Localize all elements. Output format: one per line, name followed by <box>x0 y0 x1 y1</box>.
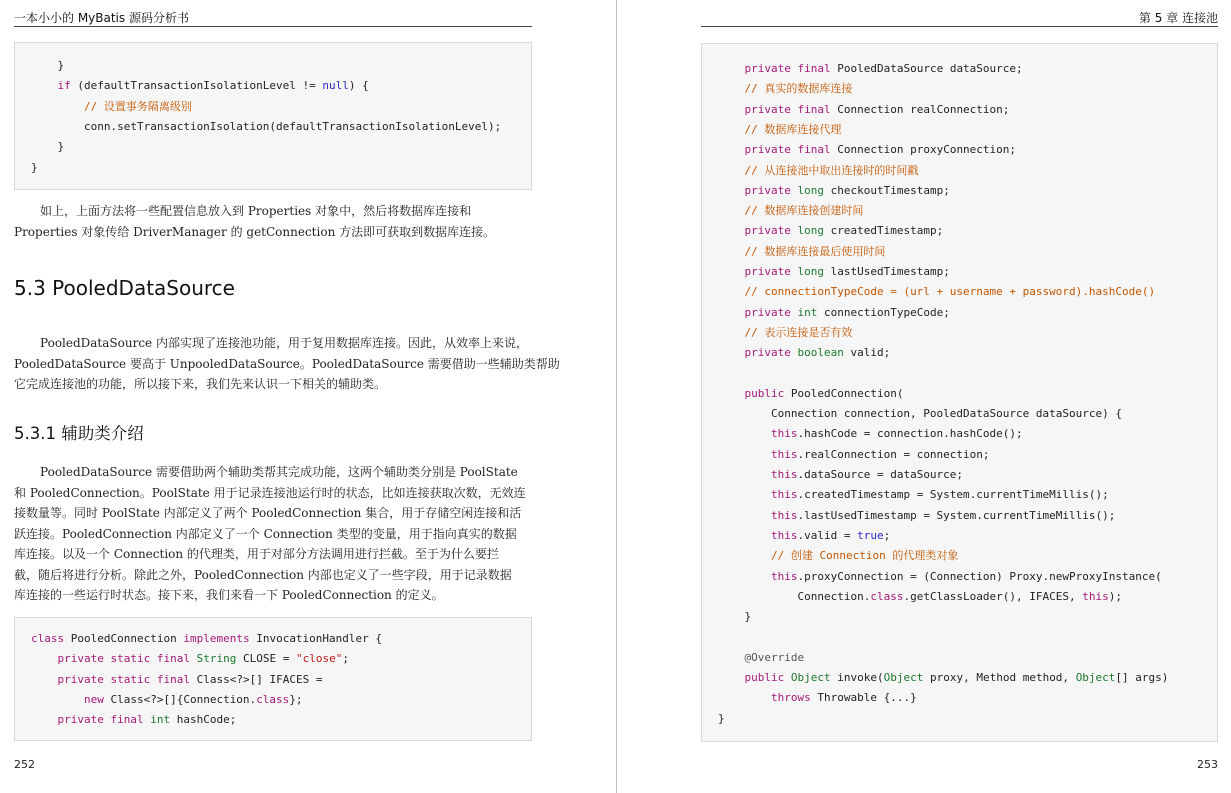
code-line: // 数据库连接创建时间 <box>744 204 864 218</box>
paragraph-helper-classes <box>14 462 532 606</box>
paragraph-line: PooledDataSource 内部实现了连接池功能，用于复用数据库连接。因此，从效率上来说， <box>40 336 528 350</box>
code-line: conn.setTransactionIsolation(defaultTransactionIsolationLevel); <box>31 119 502 133</box>
code-line: private long checkoutTimestamp; <box>744 183 950 197</box>
section-heading: 5.3 PooledDataSource <box>14 276 235 300</box>
code-line: } <box>31 140 65 154</box>
code-block-transaction-isolation <box>14 42 532 190</box>
code-line: // 创建 Connection 的代理类对象 <box>770 549 959 563</box>
code-line: private final Connection proxyConnection; <box>744 143 1017 157</box>
header-rule <box>701 26 1218 27</box>
paragraph-line: 如上，上面方法将一些配置信息放入到 Properties 对象中，然后将数据库连接和 <box>40 204 472 218</box>
code-line: this.lastUsedTimestamp = System.currentTimeMillis(); <box>770 508 1116 522</box>
page-number: 252 <box>14 758 35 771</box>
running-head-book-title: 一本小小的 MyBatis 源码分析书 <box>14 11 189 25</box>
code-line: this.hashCode = connection.hashCode(); <box>770 427 1023 441</box>
right-page <box>617 0 1231 793</box>
code-line: if (defaultTransactionIsolationLevel != null) { <box>57 79 369 93</box>
code-line: // 数据库连接最后使用时间 <box>744 244 886 258</box>
code-line: this.realConnection = connection; <box>770 447 990 461</box>
code-line: } <box>31 59 65 72</box>
paragraph-line: 跃连接。PooledConnection 内部定义了一个 Connection 类型的变量，用于指向真实的数据 <box>14 526 517 541</box>
code-line: // 真实的数据库连接 <box>744 82 853 96</box>
code-line: throws Throwable {...} <box>770 691 917 705</box>
code-line: this.proxyConnection = (Connection) Proxy.newProxyInstance( <box>770 569 1162 583</box>
code-block-pooled-connection-start <box>14 617 532 741</box>
code-line: // 从连接池中取出连接时的时间戳 <box>744 163 919 177</box>
code-line: // 表示连接是否有效 <box>744 325 853 339</box>
paragraph-line: 接数量等。同时 PoolState 内部定义了两个 PooledConnection 集合，用于存储空闲连接和活 <box>14 506 522 520</box>
subsection-heading: 5.3.1 辅助类介绍 <box>14 424 144 443</box>
code-line: public PooledConnection( <box>744 386 904 400</box>
code-line: this.createdTimestamp = System.currentTimeMillis(); <box>770 488 1109 502</box>
paragraph-line: 和 PooledConnection。PoolState 用于记录连接池运行时的状态，比如连接获取次数，无效连 <box>14 485 526 500</box>
code-line: Connection connection, PooledDataSource dataSource) { <box>718 407 1122 421</box>
paragraph-line: 库连接的一些运行时状态。接下来，我们来看一下 PooledConnection 的定义。 <box>14 588 444 602</box>
code-line: class PooledConnection implements InvocationHandler { <box>31 632 383 645</box>
code-line: private static final Class<?>[] IFACES = <box>57 672 323 686</box>
code-line: private boolean valid; <box>744 346 891 360</box>
paragraph-line: PooledDataSource 需要借助两个辅助类帮其完成功能，这两个辅助类分别是 PoolState <box>40 465 518 479</box>
header-rule <box>14 26 532 27</box>
code-line: this.dataSource = dataSource; <box>770 468 964 481</box>
code-line: // 设置事务隔离级别 <box>83 99 192 113</box>
code-line: // 数据库连接代理 <box>744 122 842 136</box>
paragraph-properties-intro <box>14 201 532 242</box>
code-line: // connectionTypeCode = (url + username + password).hashCode() <box>744 285 1156 299</box>
running-head-chapter: 第 5 章 连接池 <box>1138 11 1218 25</box>
paragraph-line: Properties 对象传给 DriverManager 的 getConnection 方法即可获取到数据库连接。 <box>14 224 496 239</box>
code-line: private final Connection realConnection; <box>744 102 1010 116</box>
code-line: private long createdTimestamp; <box>744 224 944 238</box>
paragraph-line: 截，随后将进行分析。除此之外，PooledConnection 内部也定义了一些字段，用于记录数据 <box>14 567 512 582</box>
code-line: private long lastUsedTimestamp; <box>744 265 950 278</box>
code-line: private final PooledDataSource dataSource; <box>744 62 1023 75</box>
code-line: Connection.class.getClassLoader(), IFACES, this); <box>718 589 1123 603</box>
code-line: } <box>718 610 752 624</box>
code-line: private static final String CLOSE = "close"; <box>57 652 349 666</box>
page-number: 253 <box>1197 758 1218 771</box>
code-line: private final int hashCode; <box>57 713 237 727</box>
paragraph-line: 库连接。以及一个 Connection 的代理类，用于对部分方法调用进行拦截。至于为什么要拦 <box>14 547 499 561</box>
code-line: this.valid = true; <box>770 528 891 542</box>
code-line: } <box>718 711 725 725</box>
code-block-pooled-connection-fields <box>701 43 1218 742</box>
paragraph-pooled-datasource <box>14 333 560 395</box>
code-line: public Object invoke(Object proxy, Method method, Object[] args) <box>744 671 1169 684</box>
paragraph-line: 它完成连接池的功能，所以接下来，我们先来认识一下相关的辅助类。 <box>14 377 387 391</box>
code-line: new Class<?>[]{Connection.class}; <box>83 692 303 706</box>
code-line: private int connectionTypeCode; <box>744 305 950 319</box>
paragraph-line: PooledDataSource 要高于 UnpooledDataSource。PooledDataSource 需要借助一些辅助类帮助 <box>14 356 560 371</box>
code-line: @Override <box>744 650 805 664</box>
code-line: } <box>31 160 38 174</box>
